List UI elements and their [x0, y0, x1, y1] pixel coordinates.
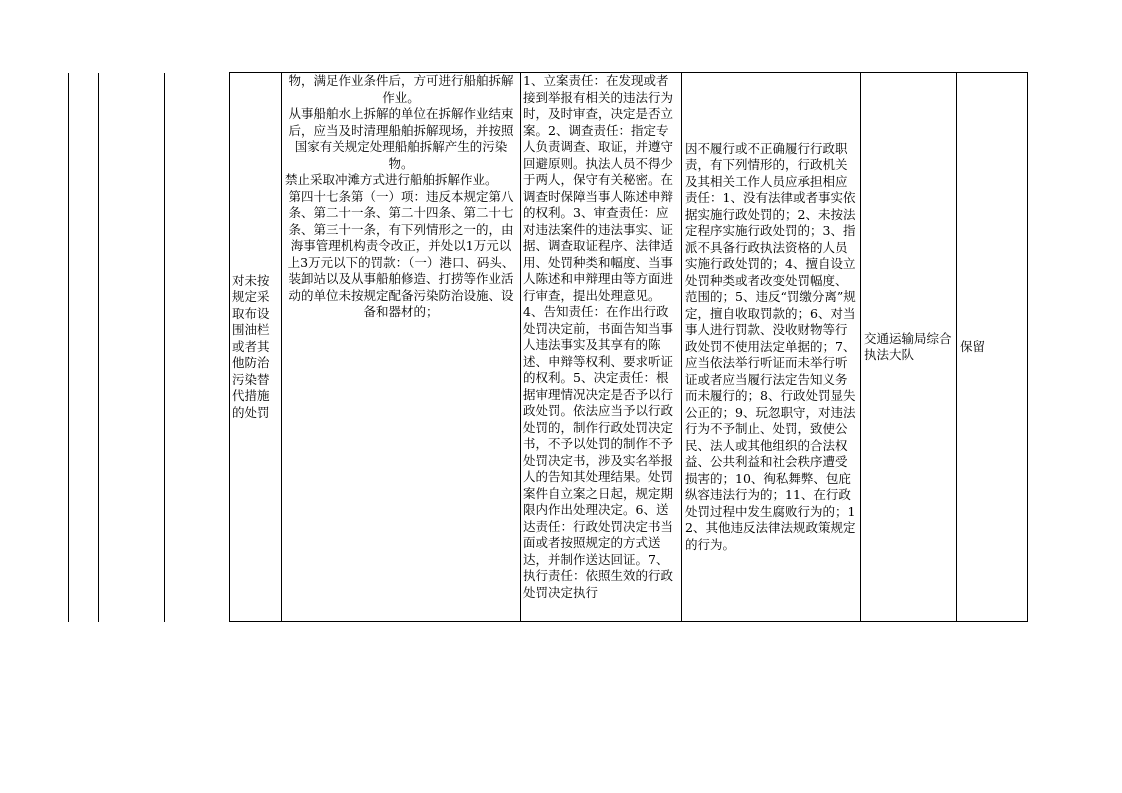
accountability-cell: [683, 73, 859, 621]
item-name: 对未按规定采取布设围油栏或者其他防治污染替代措施的处罚: [232, 272, 270, 420]
grid-line: [98, 73, 99, 622]
responsibility-cell: [522, 73, 680, 621]
basis-line: 从事船舶水上拆解的单位在拆解作业结束后，应当及时清理船舶拆解现场，并按照国家有关规定处理船舶拆解产生的污染物。: [288, 106, 514, 171]
grid-line: [229, 621, 1028, 622]
grid-line: [1027, 73, 1028, 622]
item-name-cell: [230, 73, 280, 621]
grid-line: [68, 73, 69, 622]
accountability-text: 因不履行或不正确履行行政职责，有下列情形的，行政机关及其相关工作人员应承担相应责任：1、没有法律或者事实依据实施行政处罚的；2、未按法定程序实施行政处罚的；3、指派不具备行政执法资格的人员实施行政处罚的；4、擅自设立处罚种类或者改变处罚幅度、范围的；5、违反“罚缴分离”规定，擅自收取罚款的；6、对当事人进行罚款、没收财物等行政处罚不使用法定单据的；7、应当依法举行听证而未举行听证或者应当履行法定告知义务而未履行的；8、行政处罚显失公正的；9、玩忽职守，对违法行为不予制止、处罚，致使公民、法人或其他组织的合法权益、公共利益和社会秩序遭受损害的；10、徇私舞弊、包庇纵容违法行为的；11、在行政处罚过程中发生腐败行为的；12、其他违反法律法规政策规定的行为。: [685, 140, 856, 552]
grid-line: [164, 73, 165, 622]
basis-line: 禁止采取冲滩方式进行船舶拆解作业。: [285, 172, 498, 187]
note-text: 保留: [960, 338, 986, 354]
note-cell: [958, 73, 1026, 621]
basis-line: 物，满足作业条件后，方可进行船舶拆解作业。: [288, 73, 514, 105]
department-cell: [862, 73, 955, 621]
legal-basis-cell: [283, 73, 519, 621]
grid-line: [956, 73, 957, 622]
department-text: 交通运输局综合执法大队: [864, 330, 952, 362]
grid-line: [860, 73, 861, 622]
grid-line: [281, 73, 282, 622]
responsibility-text: 1、立案责任：在发现或者接到举报有相关的违法行为时，及时审查，决定是否立案。2、调查责任：指定专人负责调查、取证，并遵守回避原则。执法人员不得少于两人，保守有关秘密。在调查时保障当事人陈述申辩的权利。3、审查责任：应对违法案件的违法事实、证据、调查取证程序、法律适用、处罚种类和幅度、当事人陈述和申辩理由等方面进行审查，提出处理意见。4、告知责任：在作出行政处罚决定前，书面告知当事人违法事实及其享有的陈述、申辩等权利、要求听证的权利。5、决定责任：根据审理情况决定是否予以行政处罚。依法应当予以行政处罚的，制作行政处罚决定书，不予以处罚的制作不予处罚决定书，涉及实名举报人的告知其处理结果。处罚案件自立案之日起，规定期限内作出处理决定。6、送达责任：行政处罚决定书当面或者按照规定的方式送达，并制作送达回证。7、执行责任：依照生效的行政处罚决定执行: [523, 73, 674, 600]
grid-line: [681, 73, 682, 622]
basis-line: 第四十七条第（一）项：违反本规定第八条、第二十一条、第二十四条、第二十七条、第三十一条，有下列情形之一的，由海事管理机构责令改正，并处以1万元以上3万元以下的罚款：（一）港口、码头、装卸站以及从事船舶修造、打捞等作业活动的单位未按规定配备污染防治设施、设备和器材的；: [287, 188, 515, 319]
grid-line: [520, 73, 521, 622]
